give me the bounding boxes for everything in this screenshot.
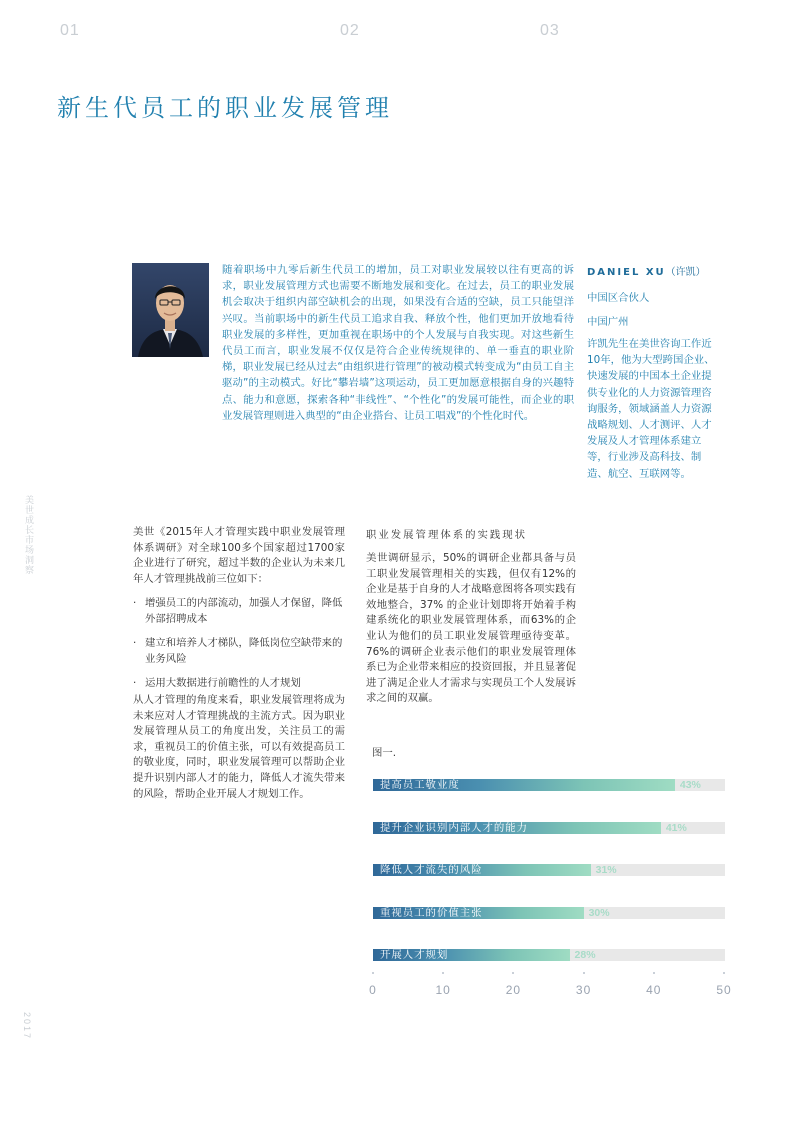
- bar-value-label: 30%: [588, 906, 610, 919]
- bar-value-label: 28%: [574, 949, 596, 961]
- bar-track: [373, 822, 725, 834]
- list-item: · 运用大数据进行前瞻性的人才规划: [133, 676, 345, 692]
- x-tick-label: 20: [505, 983, 522, 997]
- tab-03: 03: [540, 22, 560, 39]
- x-tick-mark: [723, 972, 725, 974]
- tab-02: 02: [340, 22, 360, 39]
- section-heading: 职业发展管理体系的实践现状: [366, 529, 528, 541]
- x-tick-label: 10: [435, 983, 451, 997]
- challenge-list: [133, 596, 345, 701]
- author-name: [587, 263, 706, 278]
- x-tick-mark: [442, 972, 444, 974]
- author-role: 中国区合伙人: [587, 292, 650, 304]
- bar-track: [373, 907, 725, 919]
- list-item: · 增强员工的内部流动，加强人才保留，降低外部招聘成本: [133, 596, 345, 627]
- bar-category-label: 提升企业识别内部人才的能力: [380, 821, 529, 834]
- x-tick-mark: [653, 972, 655, 974]
- left-paragraph-1: 美世《2015年人才管理实践中职业发展管理体系调研》对全球100多个国家超过1700家企业进行了研究，超过半数的企业认为未来几年人才管理挑战前三位如下：: [133, 526, 345, 585]
- bar-category-label: 提高员工敬业度: [380, 779, 460, 791]
- bar-value-label: 41%: [665, 821, 687, 834]
- author-photo: [132, 263, 209, 357]
- bar-track: [373, 864, 725, 876]
- author-location: 中国广州: [587, 316, 629, 328]
- author-name-en: DANIEL XU: [587, 267, 666, 278]
- bar-value-label: 31%: [595, 864, 617, 876]
- x-tick-label: 40: [646, 983, 662, 997]
- bar-category-label: 重视员工的价值主张: [380, 906, 483, 919]
- tab-01: 01: [60, 22, 80, 39]
- author-bio: 许凯先生在美世咨询工作近10年，他为大型跨国企业、快速发展的中国本土企业提供专业化的人力资源管理咨询服务，领域涵盖人力资源战略规划、人才测评、人才发展及人才管理体系建立等，行业涉及高科技、制造、航空、互联网等。: [587, 338, 715, 480]
- x-tick-label: 50: [716, 983, 732, 997]
- bar-value-label: 43%: [679, 779, 701, 791]
- x-tick-mark: [583, 972, 585, 974]
- page-title: 新生代员工的职业发展管理: [57, 94, 393, 122]
- sidebar-year: 2017: [22, 1012, 32, 1041]
- x-tick-mark: [372, 972, 374, 974]
- x-tick-label: 30: [575, 983, 592, 997]
- left-paragraph-2: 从人才管理的角度来看，职业发展管理将成为未来应对人才管理挑战的主流方式。因为职业发展管理从员工的角度出发，关注员工的需求，重视员工的价值主张，可以有效提高员工的敬业度，同时，职业发展管理可以帮助企业提升识别内部人才的能力，降低人才流失带来的风险，帮助企业开展人才规划工作。: [133, 694, 345, 800]
- sidebar-publication-title: 美世成长市场洞察: [23, 495, 33, 575]
- bar-track: [373, 779, 725, 791]
- list-item: · 建立和培养人才梯队，降低岗位空缺带来的业务风险: [133, 636, 345, 667]
- bar-track: [373, 949, 725, 961]
- figure-label: 图一.: [372, 747, 397, 759]
- intro-paragraph: 随着职场中九零后新生代员工的增加，员工对职业发展较以往有更高的诉求，职业发展管理方式也需要不断地发展和变化。在过去，员工的职业发展机会取决于组织内部空缺机会的出现，如果没有合适的空缺，员工只能望洋兴叹。当前职场中的新生代员工追求自我、释放个性，他们更加开放地看待职业发展的多样性，更加重视在职场中的个人发展与自我实现。对这些新生代员工而言，职业发展不仅仅是符合企业传统规律的、单一垂直的职业阶梯，职业发展已经从过去“由组织进行管理”的被动模式转变成为“由员工自主驱动”的主动模式。好比“攀岩墙”这项运动，员工更加愿意根据自身的兴趣特点、能力和意愿，探索各种“非线性”、“个性化”的发展可能性，而企业的职业发展管理则进入典型的“由企业搭台、让员工唱戏”的个性化时代。: [222, 264, 574, 422]
- author-name-cn: （许凯）: [665, 267, 706, 278]
- x-tick-label: 0: [369, 983, 377, 997]
- bar-category-label: 降低人才流失的风险: [380, 864, 483, 876]
- bar-category-label: 开展人才规划: [380, 949, 449, 961]
- x-tick-mark: [512, 972, 514, 974]
- right-paragraph: 美世调研显示，50%的调研企业都具备与员工职业发展管理相关的实践，但仅有12%的企业是基于自身的人才战略意图将各项实践有效地整合，37% 的企业计划即将开始着手构建系统化的职业发展管理体系，而63%的企业认为他们的员工职业发展管理亟待变革。76%的调研企业表示他们的职业发展管理体系已为企业带来相应的投资回报，并且显著促进了满足企业人才需求与实现员工个人发展诉求之间的双赢。: [366, 552, 576, 705]
